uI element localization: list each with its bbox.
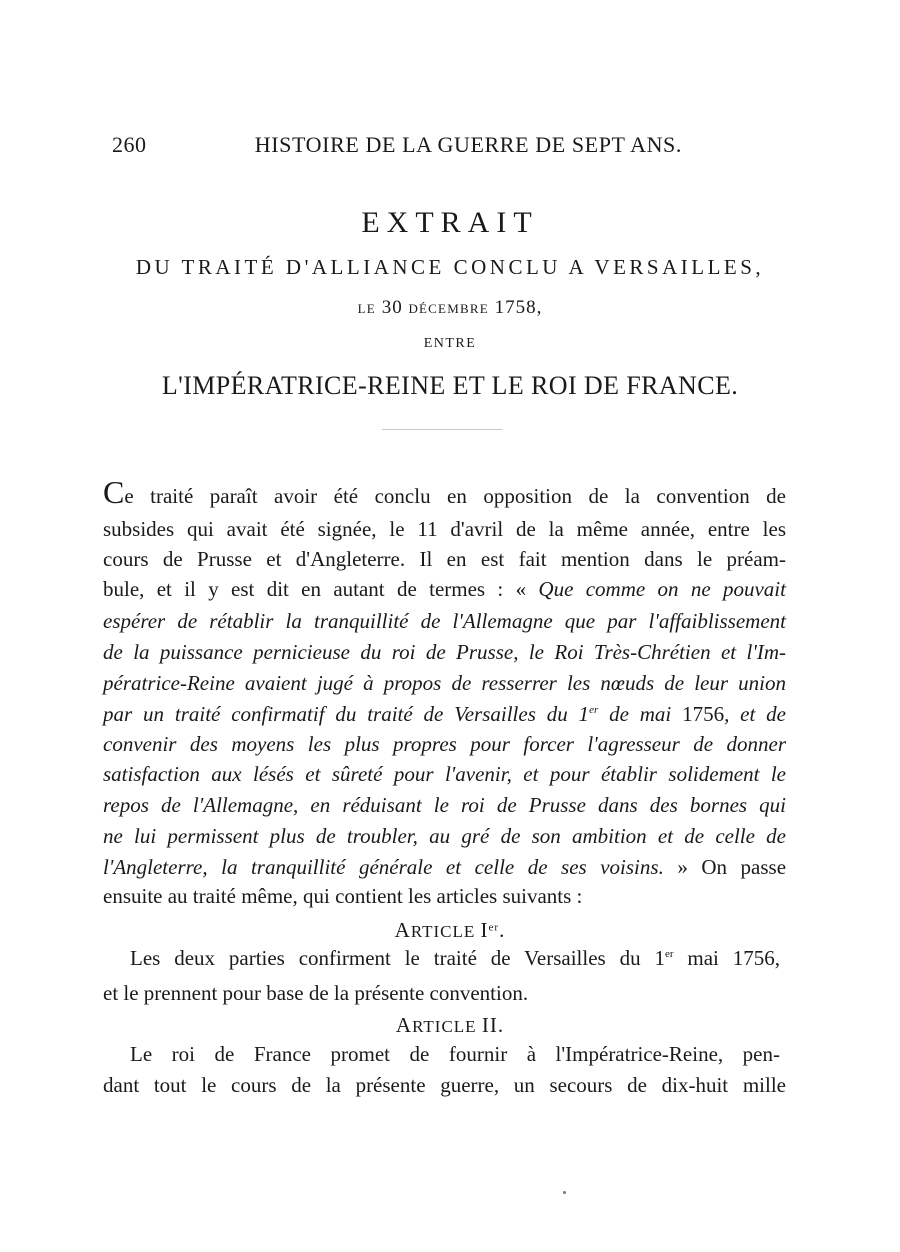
running-head bbox=[112, 132, 682, 158]
body-line-9: convenir des moyens les plus propres pour forcer l'agresseur de donner bbox=[103, 732, 786, 756]
article-1-line-1-b: mai 1756, bbox=[673, 946, 780, 970]
body-line-8 bbox=[103, 700, 786, 728]
date-day: 30 bbox=[381, 297, 403, 318]
body-line-8-b: de mai bbox=[598, 702, 683, 726]
body-line-3: cours de Prusse et d'Angleterre. Il en est fait mention dans le préam- bbox=[103, 547, 786, 571]
article-1-line-2: et le prennent pour base de la présente convention. bbox=[103, 981, 529, 1005]
article-1-heading bbox=[100, 918, 800, 943]
article-2-line-1: Le roi de France promet de fournir à l'Impératrice-Reine, pen- bbox=[130, 1042, 780, 1066]
body-line-13-roman: » On passe bbox=[677, 855, 787, 879]
title-entre: ENTRE bbox=[423, 336, 477, 351]
body-line-6: de la puissance pernicieuse du roi de Prusse, le Roi Très-Chrétien et l'Im- bbox=[103, 640, 786, 664]
body-line-13 bbox=[103, 853, 786, 881]
article-1-number-sup: er bbox=[488, 921, 500, 934]
article-2-number: II. bbox=[481, 1013, 505, 1037]
title-treaty-line: DU TRAITÉ D'ALLIANCE CONCLU A VERSAILLES, bbox=[135, 255, 765, 279]
body-line-11: repos de l'Allemagne, en réduisant le roi de Prusse dans des bornes qui bbox=[103, 793, 786, 817]
article-1-line-1 bbox=[130, 944, 780, 972]
body-line-2: subsides qui avait été signée, le 11 d'avril de la même année, entre les bbox=[103, 517, 786, 541]
article-1-heading-cap: A bbox=[394, 918, 411, 942]
paper-speck bbox=[563, 1191, 566, 1194]
date-month: DÉCEMBRE bbox=[408, 301, 489, 316]
date-year: 1758, bbox=[494, 297, 543, 318]
page-number: 260 bbox=[112, 132, 147, 157]
article-1-heading-end: . bbox=[499, 918, 506, 942]
article-1-heading-rest: RTICLE bbox=[410, 922, 476, 941]
article-2-heading bbox=[100, 1013, 800, 1038]
body-line-1 bbox=[103, 474, 786, 510]
body-line-13-italic: l'Angleterre, la tranquillité générale et celle de ses voisins. bbox=[103, 855, 664, 879]
body-line-4 bbox=[103, 575, 786, 603]
date-le: LE bbox=[357, 301, 376, 316]
body-line-8-sup: er bbox=[589, 704, 599, 716]
article-1-number: I bbox=[480, 918, 489, 942]
body-line-4-roman: bule, et il y est dit en autant de termes : « bbox=[103, 577, 539, 601]
article-1-line-1-sup: er bbox=[664, 948, 674, 960]
body-line-8-year: 1756 bbox=[682, 702, 725, 726]
article-2-line-2: dant tout le cours de la présente guerre, un secours de dix-huit mille bbox=[103, 1073, 786, 1097]
title-extrait: EXTRAIT bbox=[361, 206, 539, 239]
title-parties: L'IMPÉRATRICE-REINE ET LE ROI DE FRANCE. bbox=[161, 371, 739, 400]
article-2-heading-rest: RTICLE bbox=[412, 1017, 477, 1036]
body-line-4-italic: Que comme on ne pouvait bbox=[538, 577, 786, 601]
article-2-heading-cap: A bbox=[395, 1013, 413, 1037]
article-1-line-1-a: Les deux parties confirment le traité de Versailles du 1 bbox=[130, 946, 665, 970]
body-line-14: ensuite au traité même, qui contient les articles suivants : bbox=[103, 884, 583, 908]
body-line-1-text: e traité paraît avoir été conclu en opposition de la convention de bbox=[124, 484, 786, 508]
running-title: HISTOIRE DE LA GUERRE DE SEPT ANS. bbox=[254, 132, 682, 157]
drop-cap: C bbox=[103, 474, 125, 510]
title-date bbox=[100, 297, 800, 319]
title-divider bbox=[382, 429, 502, 430]
body-line-8-a: par un traité confirmatif du traité de Versailles du 1 bbox=[103, 702, 590, 726]
body-line-8-c: , et de bbox=[724, 702, 787, 726]
body-line-10: satisfaction aux lésés et sûreté pour l'avenir, et pour établir solidement le bbox=[103, 762, 786, 786]
body-line-5: espérer de rétablir la tranquillité de l'Allemagne que par l'affaiblissement bbox=[103, 609, 786, 633]
body-line-12: ne lui permissent plus de troubler, au gré de son ambition et de celle de bbox=[103, 824, 786, 848]
body-line-7: pératrice-Reine avaient jugé à propos de resserrer les nœuds de leur union bbox=[103, 671, 786, 695]
